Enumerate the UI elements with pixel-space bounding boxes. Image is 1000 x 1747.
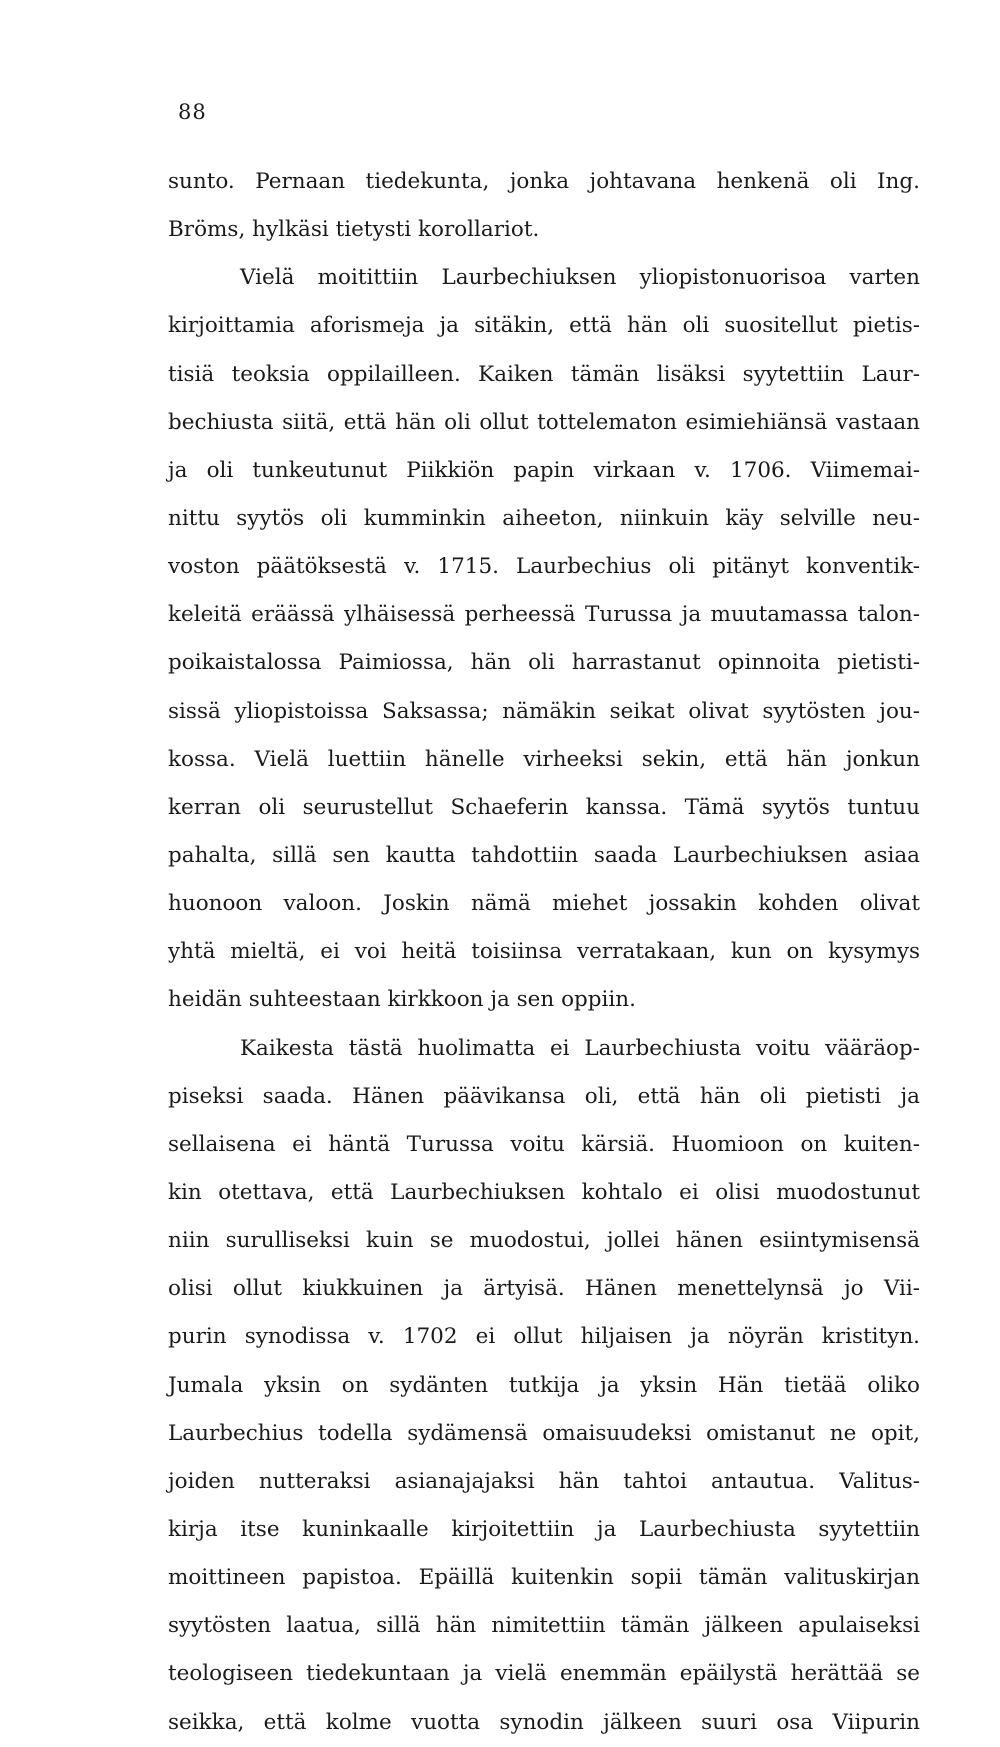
text-line: moittineen papistoa. Epäillä kuitenkin sopii tämän valituskirjan — [168, 1565, 920, 1591]
text-line: kirja itse kuninkaalle kirjoitettiin ja Laurbechiusta syytettiin — [168, 1516, 920, 1542]
text-line: Kaikesta tästä huolimatta ei Laurbechiusta voitu vääräop- — [240, 1035, 920, 1061]
text-line: purin synodissa v. 1702 ei ollut hiljaisen ja nöyrän kristityn. — [168, 1324, 920, 1350]
text-line: kerran oli seurustellut Schaeferin kanssa. Tämä syytös tuntuu — [168, 794, 920, 820]
text-line: nittu syytös oli kumminkin aiheeton, niinkuin käy selville neu- — [168, 505, 920, 531]
body-text — [168, 158, 920, 1747]
text-line: sissä yliopistoissa Saksassa; nämäkin seikat olivat syytösten jou- — [168, 698, 920, 724]
text-line: joiden nutteraksi asianajajaksi hän tahtoi antautua. Valitus- — [168, 1468, 920, 1494]
text-line: syytösten laatua, sillä hän nimitettiin tämän jälkeen apulaiseksi — [168, 1613, 920, 1639]
text-line: keleitä eräässä ylhäisessä perheessä Turussa ja muutamassa talon- — [168, 602, 920, 628]
text-line: voston päätöksestä v. 1715. Laurbechius oli pitänyt konventik- — [168, 554, 920, 580]
text-line: seikka, että kolme vuotta synodin jälkeen suuri osa Viipurin — [168, 1709, 920, 1735]
text-line: pahalta, sillä sen kautta tahdottiin saada Laurbechiuksen asiaa — [168, 842, 920, 868]
text-line: sunto. Pernaan tiedekunta, jonka johtavana henkenä oli Ing. — [168, 169, 920, 194]
text-line: niin surulliseksi kuin se muodostui, jollei hänen esiintymisensä — [168, 1228, 920, 1254]
text-line: ja oli tunkeutunut Piikkiön papin virkaan v. 1706. Viimemai- — [168, 457, 920, 483]
text-line: tisiä teoksia oppilailleen. Kaiken tämän lisäksi syytettiin Laur- — [168, 361, 920, 387]
text-line: Bröms, hylkäsi tietysti korollariot. — [168, 217, 540, 243]
text-line: kin otettava, että Laurbechiuksen kohtalo ei olisi muodostunut — [168, 1179, 920, 1205]
text-line: yhtä mieltä, ei voi heitä toisiinsa verratakaan, kun on kysymys — [168, 939, 920, 965]
text-line: Vielä moitittiin Laurbechiuksen yliopistonuorisoa varten — [240, 265, 920, 291]
text-line: huonoon valoon. Joskin nämä miehet jossakin kohden olivat — [168, 891, 920, 917]
text-line: piseksi saada. Hänen päävikansa oli, että hän oli pietisti ja — [168, 1083, 920, 1109]
text-line: bechiusta siitä, että hän oli ollut tottelematon esimiehiänsä vastaan — [168, 409, 920, 435]
text-line: Laurbechius todella sydämensä omaisuudeksi omistanut ne opit, — [168, 1420, 920, 1446]
text-line: heidän suhteestaan kirkkoon ja sen oppiin. — [168, 987, 636, 1013]
text-line: kossa. Vielä luettiin hänelle virheeksi sekin, että hän jonkun — [168, 746, 920, 772]
text-line: olisi ollut kiukkuinen ja ärtyisä. Hänen menettelynsä jo Vii- — [168, 1276, 920, 1302]
text-line: sellaisena ei häntä Turussa voitu kärsiä. Huomioon on kuiten- — [168, 1131, 920, 1157]
page-number: 88 — [178, 100, 207, 124]
text-line: kirjoittamia aforismeja ja sitäkin, että hän oli suositellut pietis- — [168, 313, 920, 339]
text-line: poikaistalossa Paimiossa, hän oli harrastanut opinnoita pietisti- — [168, 650, 920, 676]
text-line: teologiseen tiedekuntaan ja vielä enemmän epäilystä herättää se — [168, 1661, 920, 1687]
text-line: Jumala yksin on sydänten tutkija ja yksin Hän tietää oliko — [168, 1372, 920, 1398]
